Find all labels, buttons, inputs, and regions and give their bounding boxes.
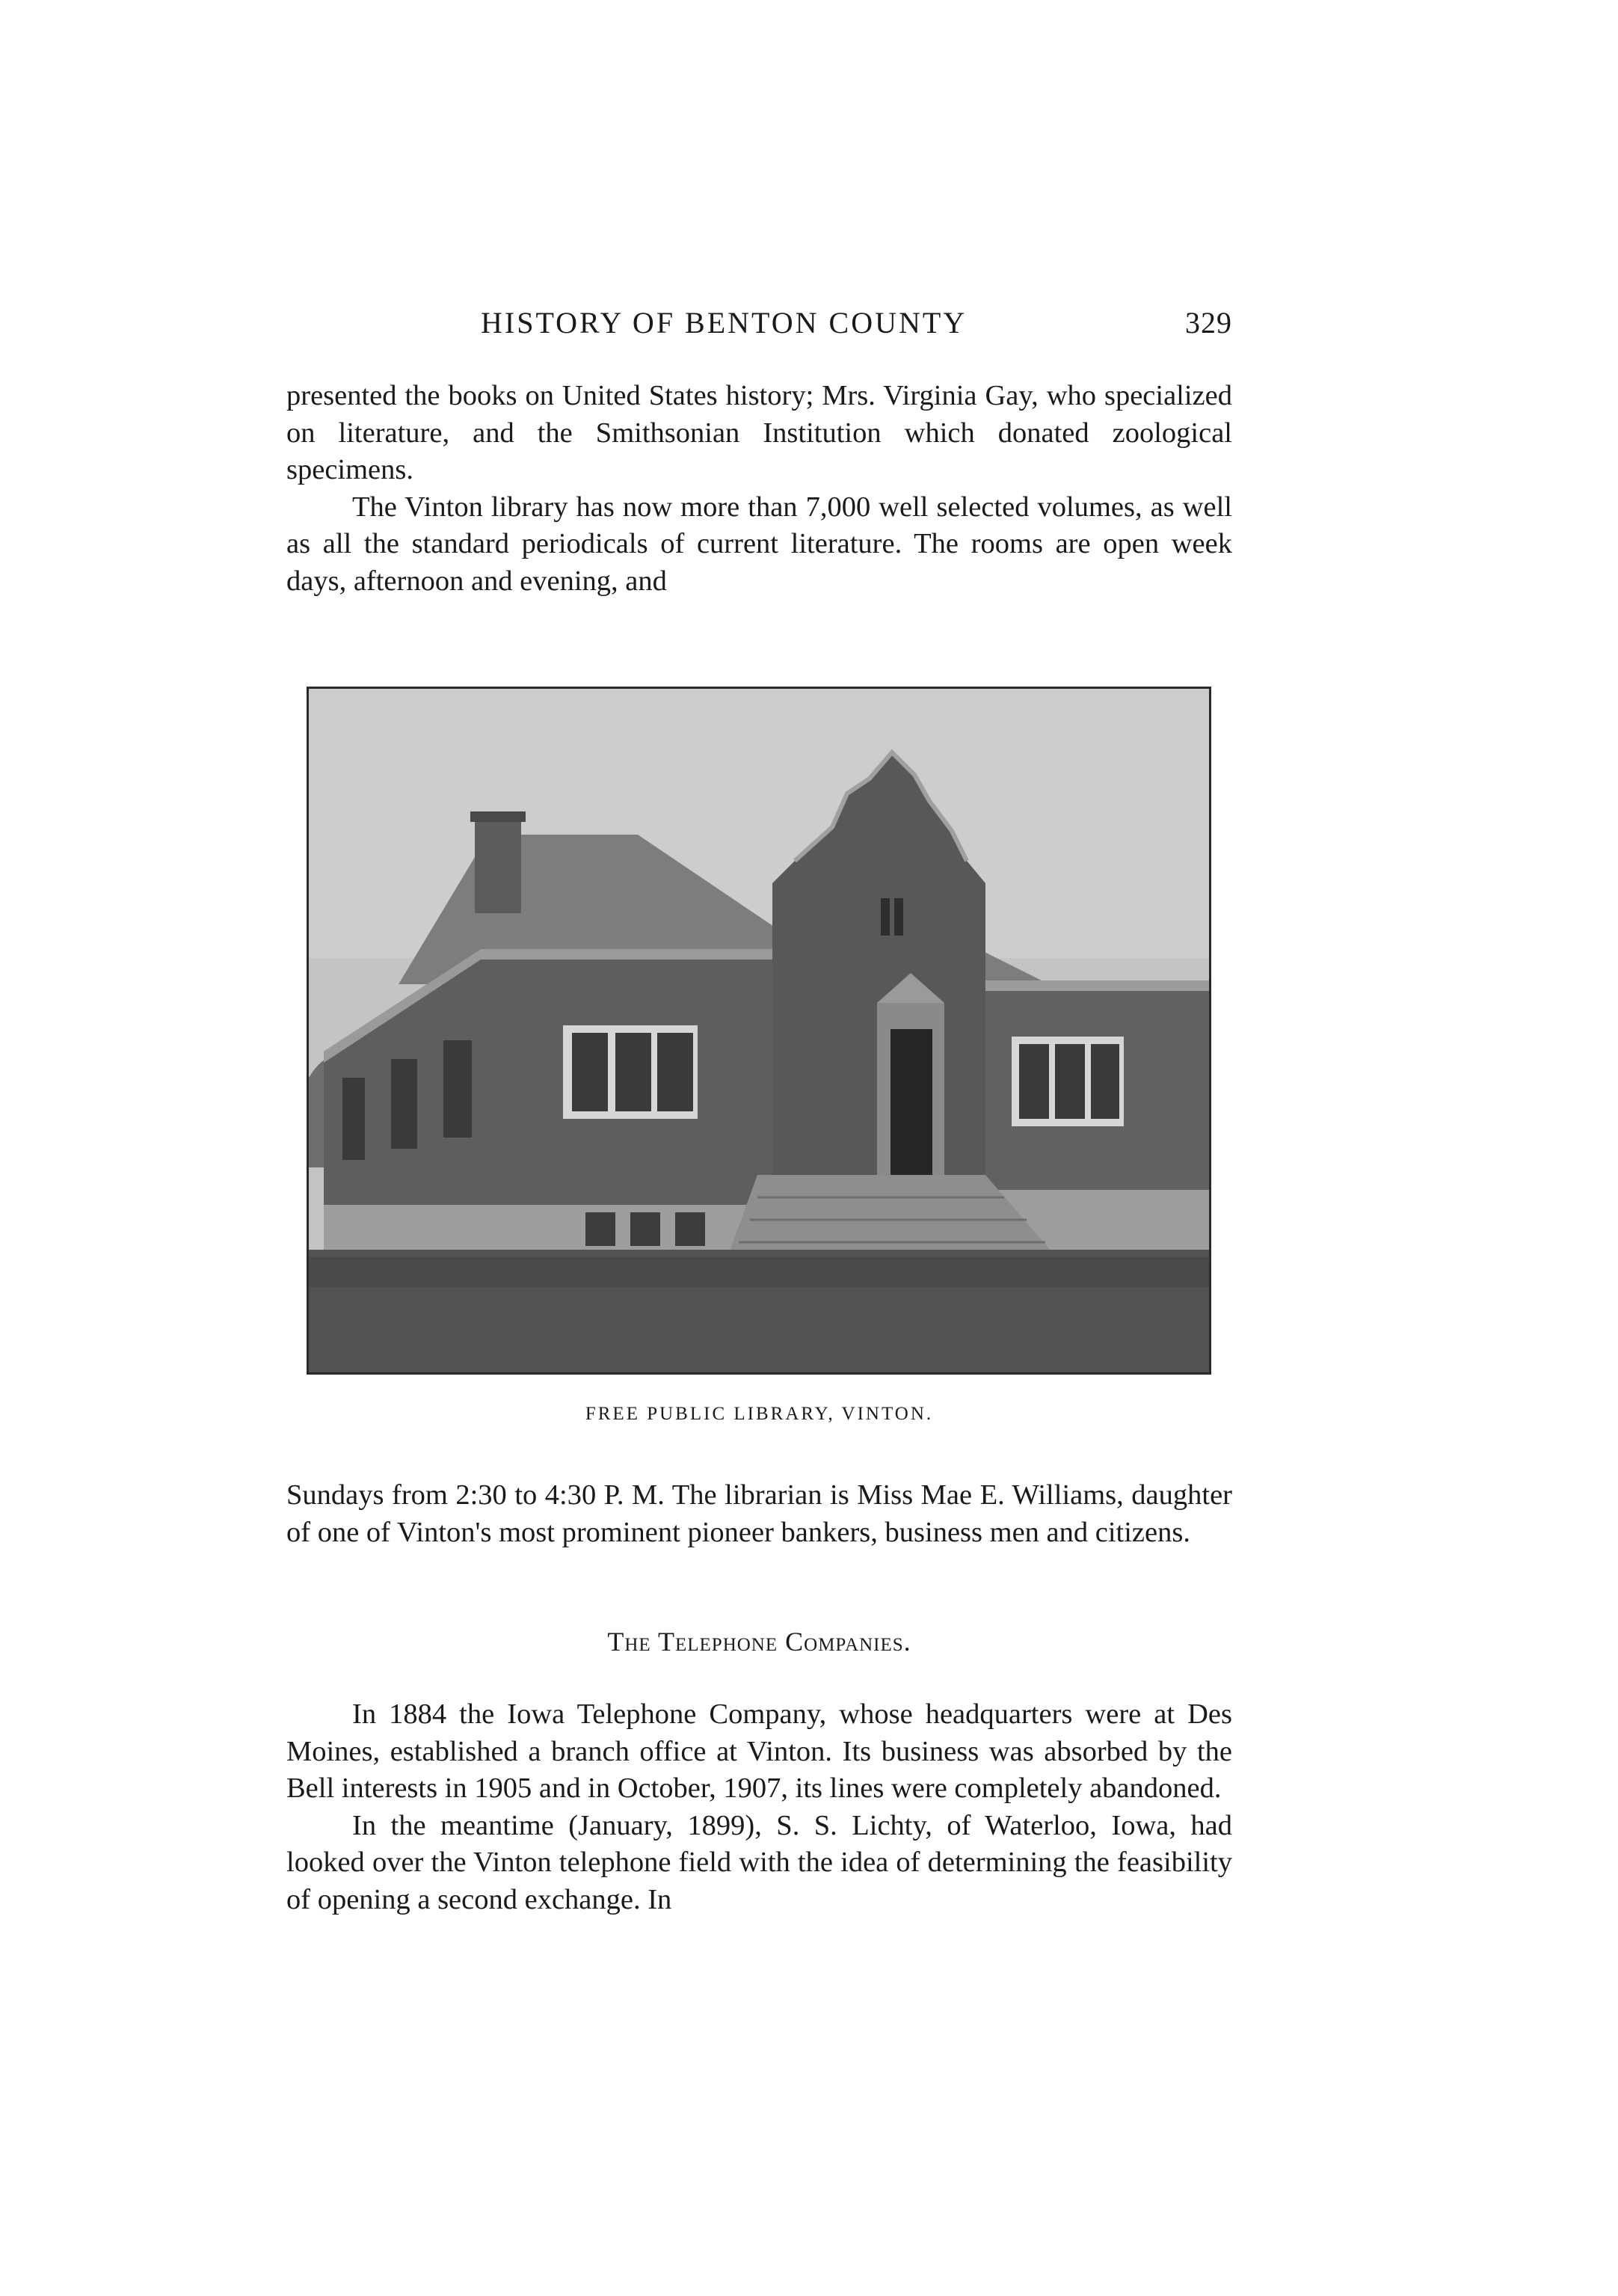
paragraph-library-volumes: The Vinton library has now more than 7,000 well selected volumes, as well as all the standard periodicals of current literature. The rooms are open week days, afternoon and evening, and: [286, 491, 1232, 597]
figure-caption: FREE PUBLIC LIBRARY, VINTON.: [585, 1404, 934, 1424]
paragraph-librarian: Sundays from 2:30 to 4:30 P. M. The librarian is Miss Mae E. Williams, daughter of one of Vinton's most prominent pioneer bankers, business men and citizens.: [286, 1479, 1232, 1548]
text-block-bottom: [286, 1696, 1232, 1918]
text-block-middle: [286, 1477, 1232, 1551]
paragraph-iowa-telephone: In 1884 the Iowa Telephone Company, whose headquarters were at Des Moines, established a branch office at Vinton. Its business was absorbed by the Bell interests in 1905 and in October, 1907, its lines were completely abandoned.: [286, 1698, 1232, 1804]
section-heading: The Telephone Companies.: [607, 1627, 911, 1657]
running-title: HISTORY OF BENTON COUNTY: [481, 306, 968, 340]
page-number: 329: [1185, 306, 1232, 340]
text-block-top: [286, 378, 1232, 600]
running-head: [286, 305, 1232, 350]
paragraph-lichty: In the meantime (January, 1899), S. S. Lichty, of Waterloo, Iowa, had looked over the Vinton telephone field with the idea of determining the feasibility of opening a second exchange. In: [286, 1809, 1232, 1915]
library-building-illustration: [309, 689, 1209, 1372]
paragraph-continuation: presented the books on United States history; Mrs. Virginia Gay, who specialized on literature, and the Smithsonian Institution which donated zoological specimens.: [286, 380, 1232, 485]
library-photograph: [307, 687, 1211, 1375]
